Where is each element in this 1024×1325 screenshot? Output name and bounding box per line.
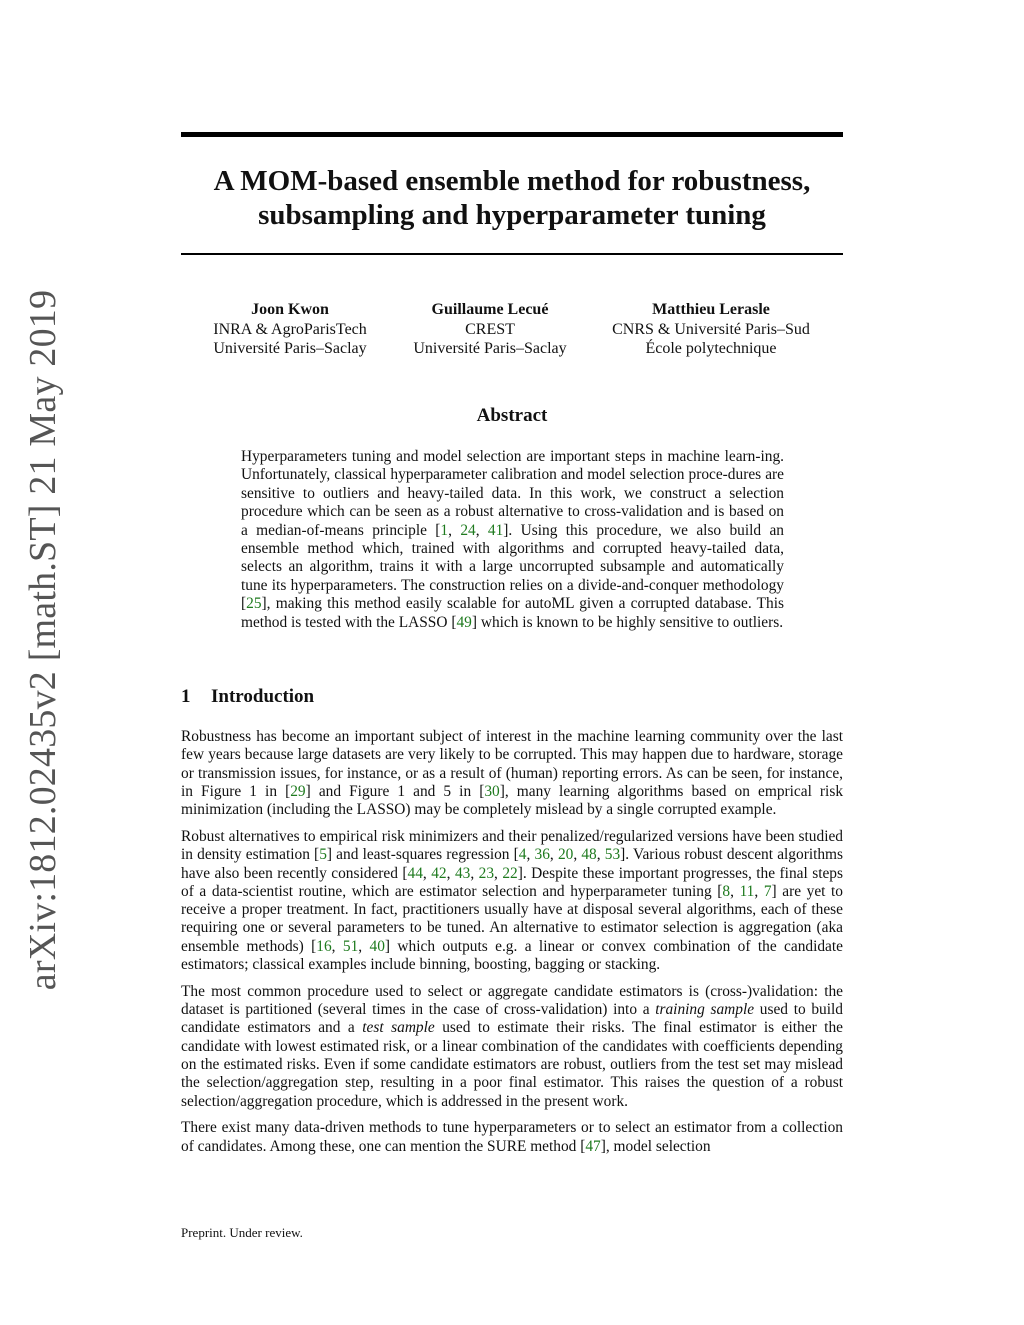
author-name: Joon Kwon: [251, 301, 329, 318]
citation-link[interactable]: 43: [454, 864, 471, 882]
citation-link[interactable]: 8: [722, 882, 731, 900]
citation-link[interactable]: 24: [460, 521, 476, 539]
footer-note: Preprint. Under review.: [181, 1225, 303, 1240]
arxiv-sidebar: [20, 289, 66, 991]
author-affiliation: INRA & AgroParisTech: [213, 320, 367, 338]
paper-title: [181, 164, 843, 232]
arxiv-identifier[interactable]: arXiv:1812.02435v2 [math.ST] 21 May 2019: [22, 289, 64, 991]
text-run: ]. Using this procedure, we also build an ensemble method which, trained with algorithms and corrupted heavy-tailed data, selects an algorithm, trains it with a large uncorrupted subsample and automatically tune its hyperparameters. The construction relies on a divide-and-conquer methodology [: [241, 521, 784, 613]
abstract-text: Hyperparameters tuning and model selection are important steps in machine learn-ing. Unfortunately, classical hyperparameter calibration and model selection proce-dures are sensitive to outliers and heavy-tailed data. In this work, we construct a selection procedure which can be seen as a robust alternative to cross-validation and is based on a median-of-means principle [1, 24, 41]. Using this procedure, we also build an ensemble method which, trained with algorithms and corrupted heavy-tailed data, selects an algorithm, trains it with a large uncorrupted subsample and automatically tune its hyperparameters. The construction relies on a divide-and-conquer methodology [25], making this method easily scalable for autoML given a corrupted database. This method is tested with the LASSO [49] which is known to be highly sensitive to outliers.: [241, 448, 784, 631]
citation-link[interactable]: 53: [604, 846, 621, 864]
citation-link[interactable]: 4: [518, 846, 527, 864]
citation-link[interactable]: 5: [319, 846, 327, 864]
author-affiliation: CREST: [465, 320, 515, 338]
text-run: ], many learning algorithms based on emprical risk minimization (including the LASSO) may be completely mislead by a single corrupted example.: [181, 782, 844, 819]
text-run: ] and Figure 1 and 5 in [: [305, 782, 485, 800]
citation-link[interactable]: 36: [534, 846, 550, 864]
text-run: ], model selection: [600, 1137, 711, 1155]
citation-link[interactable]: 47: [585, 1137, 601, 1155]
citation-link[interactable]: 23: [478, 864, 495, 882]
citation-link[interactable]: 25: [246, 595, 262, 613]
text-run: The most common procedure used to select or aggregate candidate estimators is (cross-)validation: the dataset is partitioned (several times in the case of cross-validation) into a: [181, 982, 843, 1019]
citation-link[interactable]: 7: [763, 882, 772, 900]
text-run: Hyperparameters tuning and model selection are important steps in machine learn-ing. Unfortunately, classical hyperparameter calibration and model selection proce-dures are sensitive to outliers and heavy-tailed data. In this work, we construct a selection procedure which can be seen as a robust alternative to cross-validation and is based on a median-of-means principle [: [241, 448, 784, 539]
text-run: used to estimate their risks. The final estimator is either the candidate with lowest estimated risk, or a linear combination of the candidates with coefficients depending on the estimated risks. Even if some candidate estimators are robust, outliers from the test set may mislead the selection/aggregation step, resulting in a poor final estimator. This raises the question of a robust selection/aggregation procedure, which is addressed in the present work.: [181, 1019, 843, 1110]
text-run: ] and least-squares regression [: [326, 846, 519, 864]
title-bottom-rule: [181, 253, 843, 255]
citation-link[interactable]: 30: [484, 782, 500, 800]
citation-link[interactable]: 20: [557, 846, 574, 864]
citation-link[interactable]: 51: [342, 937, 359, 955]
paragraph: [181, 728, 843, 819]
emphasis: training sample: [655, 1001, 755, 1019]
author-affiliation: Université Paris–Saclay: [213, 340, 367, 357]
text-run: Robustness has become an important subject of interest in the machine learning community over the last few years because large datasets are very likely to be corrupted. This may happen due to hardware, storage or transmission issues, for instance, or as a result of (human) reporting errors. As can be seen, for instance, in Figure 1 in [: [181, 728, 843, 800]
author-affiliation: École polytechnique: [645, 340, 777, 357]
emphasis: test sample: [362, 1019, 435, 1037]
title-line-1: A MOM-based ensemble method for robustness,: [213, 165, 811, 197]
paragraph: [181, 983, 843, 1111]
author-block-3: [596, 300, 826, 359]
citation-link[interactable]: 40: [369, 937, 385, 955]
citation-link[interactable]: 1: [440, 521, 449, 539]
text-run: ]. Despite these important progresses, the final steps of a data-scientist routine, which are estimator selection and hyperparameter tuning [: [181, 864, 843, 900]
text-run: ] which is known to be highly sensitive to outliers.: [471, 613, 784, 631]
citation-link[interactable]: 16: [316, 937, 332, 955]
text-run: There exist many data-driven methods to tune hyperparameters or to select an estimator from a collection of candidates. Among these, one can mention the SURE method [: [181, 1119, 843, 1155]
text-run: ] are yet to receive a proper treatment. In fact, practitioners usually have at disposal several algorithms, each of these requiring one or several parameters to be tuned. An alternative to estimator selection is aggregation (aka ensemble methods) [: [181, 882, 844, 955]
introduction-body: [181, 728, 843, 1165]
citation-link[interactable]: 44: [407, 864, 423, 882]
citation-link[interactable]: 48: [581, 846, 597, 864]
author-block-1: [175, 300, 405, 359]
author-name: Matthieu Lerasle: [652, 301, 770, 318]
section-heading-introduction: [181, 686, 314, 708]
title-line-2: subsampling and hyperparameter tuning: [258, 199, 766, 231]
text-run: ] which outputs e.g. a linear or convex combination of the candidate estimators; classical examples include binning, boosting, bagging or stacking.: [181, 937, 843, 974]
paragraph: Robust alternatives to empirical risk minimizers and their penalized/regularized versions have been studied in density estimation [5] and least-squares regression [4, 36, 20, 48, 53]. Various robust descent algorithms have also been recently considered [44, 42, 43, 23, 22]. Despite these important progresses, the final steps of a data-scientist routine, which are estimator selection and hyperparameter tuning [8, 11, 7] are yet to receive a proper treatment. In fact, practitioners usually have at disposal several algorithms, each of these requiring one or several parameters to be tuned. An alternative to estimator selection is aggregation (aka ensemble methods) [16, 51, 40] which outputs e.g. a linear or convex combination of the candidate estimators; classical examples include binning, boosting, bagging or stacking.: [181, 827, 844, 974]
section-number: 1: [181, 686, 191, 707]
citation-link[interactable]: 41: [487, 521, 504, 539]
citation-link[interactable]: 49: [456, 613, 472, 631]
section-title: Introduction: [211, 686, 315, 707]
citation-link[interactable]: 22: [502, 864, 518, 882]
citation-link[interactable]: 42: [431, 864, 447, 882]
author-affiliation: CNRS & Université Paris–Sud: [612, 320, 810, 338]
abstract-heading: Abstract: [476, 405, 548, 426]
citation-link[interactable]: 11: [739, 882, 755, 900]
title-top-rule: [181, 132, 843, 137]
text-run: ]. Various robust descent algorithms have also been recently considered [: [181, 846, 844, 882]
author-block-2: [375, 300, 605, 359]
author-affiliation: Université Paris–Saclay: [413, 340, 567, 357]
text-run: ], making this method easily scalable for autoML given a corrupted database. This method is tested with the LASSO [: [241, 595, 784, 631]
author-name: Guillaume Lecué: [431, 301, 549, 318]
text-run: Robust alternatives to empirical risk minimizers and their penalized/regularized versions have been studied in density estimation [: [181, 827, 843, 864]
text-run: used to build candidate estimators and a: [181, 1001, 843, 1037]
paragraph: [181, 1119, 843, 1156]
citation-link[interactable]: 29: [290, 782, 306, 800]
